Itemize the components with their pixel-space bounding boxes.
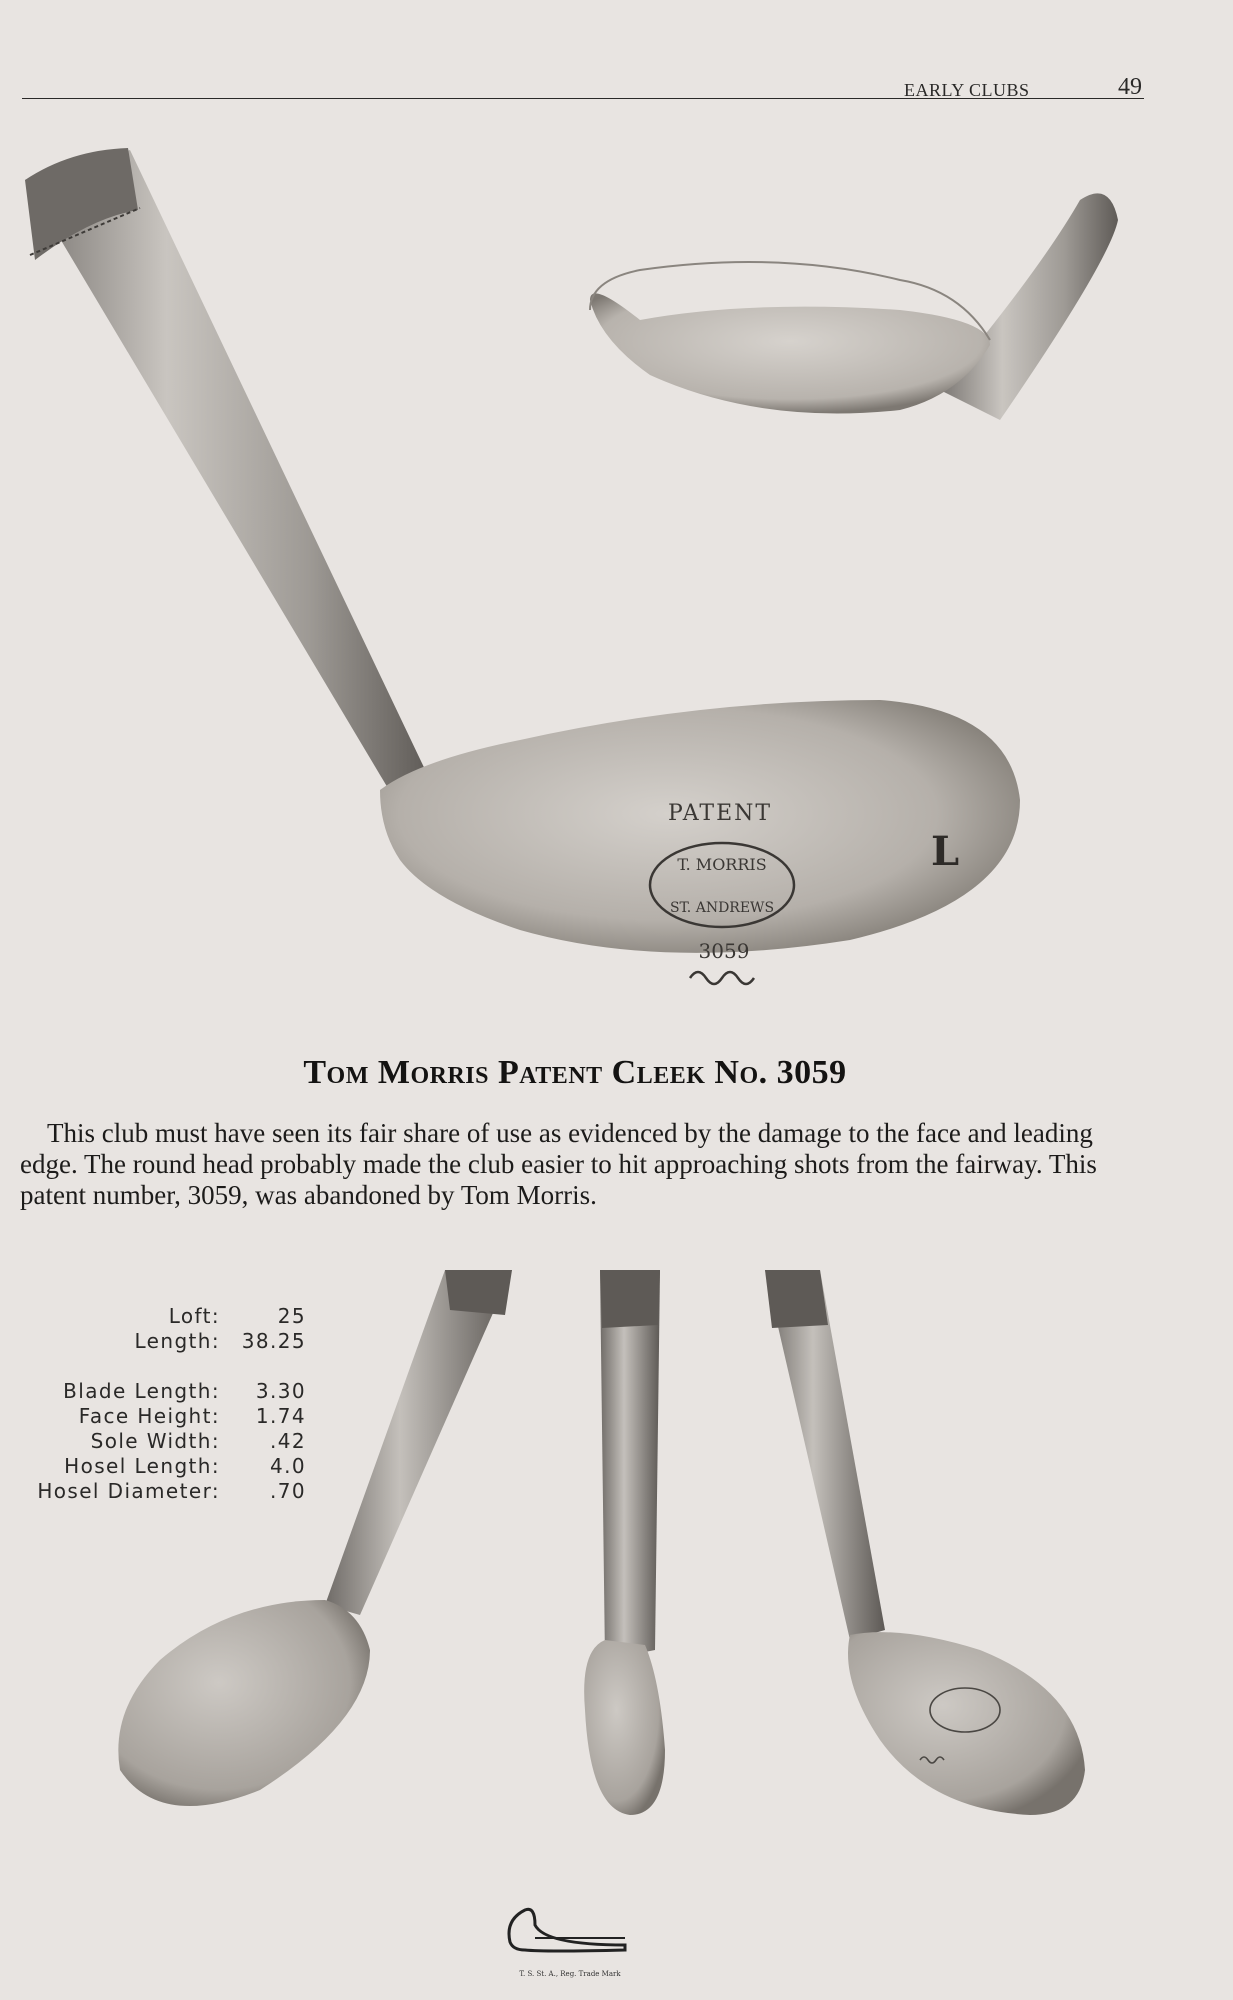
running-head: EARLY CLUBS [904,80,1030,100]
spec-value: .70 [269,1479,306,1503]
spec-label: Hosel Length: [64,1454,220,1478]
spec-value: .42 [269,1429,306,1453]
stamp-patent: PATENT [667,801,773,826]
club-back-view [325,1270,512,1615]
stamp-maker: T. MORRIS [677,855,767,874]
caption-title: Tom Morris Patent Cleek No. 3059 [303,1054,847,1091]
top-club-photo [0,140,1233,1030]
caption-body: This club must have seen its fair share of use as evidenced by the damage to the face and leading edge. The round head probably made the club easier to hit approaching shots from the fairway. This patent number, 3059, was abandoned by Tom Morris. [20,1118,1097,1210]
stamp-place: ST. ANDREWS [669,900,775,916]
spec-value: 38.25 [241,1329,306,1353]
spec-label: Hosel Diameter: [37,1479,220,1503]
page-number: 49 [1118,74,1142,100]
club-toe-view [600,1270,660,1660]
spec-label: Length: [134,1329,220,1353]
trademark-text: T. S. St. A., Reg. Trade Mark [519,1970,621,1978]
bottom-club-photos [100,1270,1110,1830]
spec-label: Blade Length: [63,1379,220,1403]
stamp-number: 3059 [698,939,750,963]
spec-value: 1.74 [255,1404,306,1428]
spec-value: 3.30 [255,1379,306,1403]
spec-label: Face Height: [78,1404,220,1428]
spec-label: Sole Width: [90,1429,220,1453]
spec-value: 4.0 [269,1454,306,1478]
spec-label: Loft: [168,1304,220,1328]
spec-value: 25 [277,1304,306,1328]
stamp-letter: L [930,828,960,875]
trademark-logo [505,1890,635,1970]
